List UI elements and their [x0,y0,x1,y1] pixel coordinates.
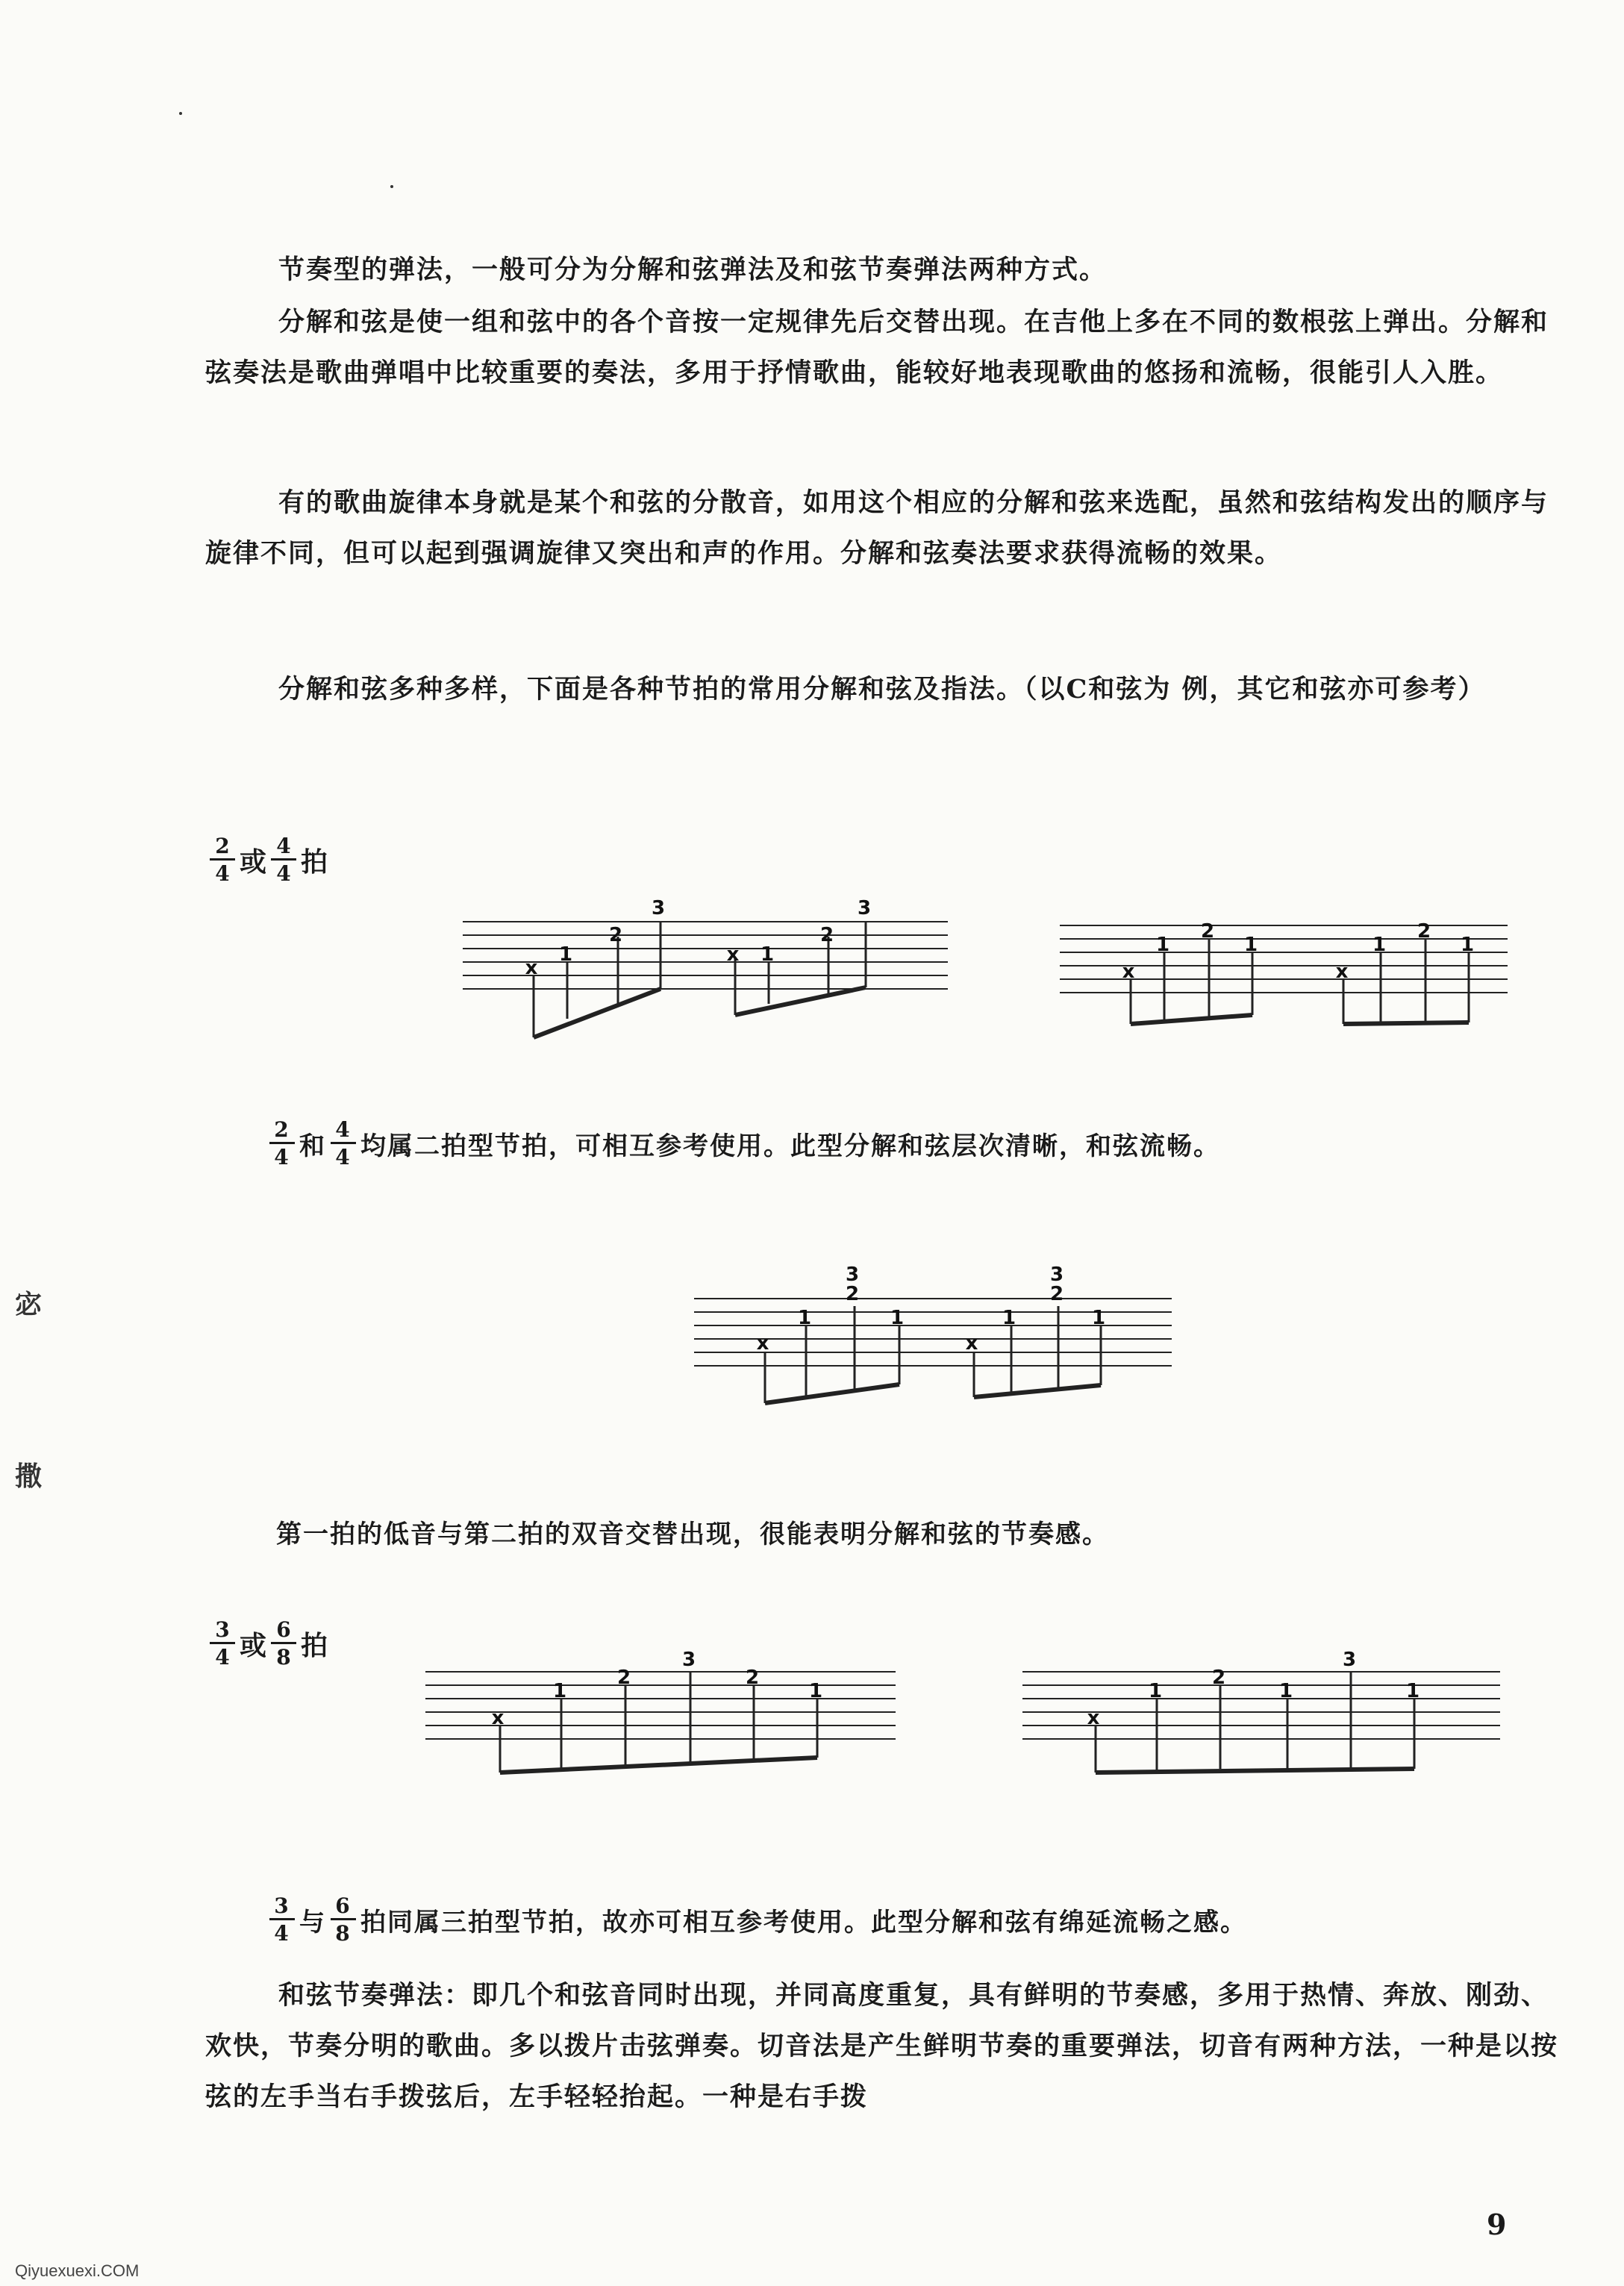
or-label: 或 [240,846,267,878]
note-x: x [726,943,740,966]
arpeggio-staff-bass-double [694,1254,1179,1425]
or-label: 或 [240,1630,267,1661]
note-2: 2 [1211,1667,1226,1689]
note-3: 3 [681,1649,696,1671]
note-x: x [525,957,538,979]
caption-text: 拍同属三拍型节拍，故亦可相互参考使用。此型分解和弦有绵延流畅之感。 [360,1908,1247,1937]
beat-label: 拍 [301,1630,328,1661]
caption-bass-double: 第一拍的低音与第二拍的双音交替出现，很能表明分解和弦的节奏感。 [276,1520,1109,1549]
note-2: 2 [845,1283,860,1305]
note-2: 2 [616,1667,631,1689]
note-1: 1 [1460,934,1475,956]
note-3: 3 [845,1264,860,1286]
note-1: 1 [1148,1680,1163,1702]
note-x: x [1122,961,1135,983]
paragraph-arpeggio-types: 分解和弦多种多样，下面是各种节拍的常用分解和弦及指法。（以C和弦为 例，其它和弦亦可参考） [278,674,1486,705]
paragraph-intro: 节奏型的弹法，一般可分为分解和弦弹法及和弦节奏弹法两种方式。 [278,254,1108,285]
note-2: 2 [1417,920,1431,943]
caption-two-beat [265,1119,1220,1168]
arpeggio-staff-3-4-a [425,1649,903,1776]
arpeggio-staff-3-4-b [1022,1649,1508,1776]
beat-label: 拍 [301,846,328,878]
note-2: 2 [819,924,834,946]
note-3: 3 [651,897,666,919]
note-x: x [1087,1707,1100,1729]
fraction-6-8: $\frac{6}{8}$ [331,1896,356,1944]
note-x: x [491,1707,505,1729]
note-x: x [756,1332,769,1355]
speck [390,185,393,188]
note-1: 1 [1002,1307,1016,1329]
note-1: 1 [760,943,775,966]
arpeggio-staff-2-4-a [463,892,955,1049]
time-signature-three-beat [205,1617,328,1670]
note-x: x [965,1332,978,1355]
note-1: 1 [1278,1680,1293,1702]
time-signature-two-beat [205,836,328,884]
side-mark: 宓 [15,1289,43,1320]
note-1: 1 [1091,1307,1106,1329]
note-1: 1 [1372,934,1387,956]
note-2: 2 [745,1667,760,1689]
watermark: Qiyuexuexi.COM [15,2261,140,2280]
fraction-6-8: $\frac{6}{8}$ [271,1620,296,1668]
and-label: 和 [299,1131,326,1161]
caption-three-beat [265,1893,1247,1946]
note-2: 2 [1200,920,1215,943]
fraction-2-4: $\frac{2}{4}$ [269,1119,295,1168]
fraction-3-4: $\frac{3}{4}$ [210,1620,235,1668]
note-x: x [1335,961,1349,983]
paragraph-chord-rhythm: 和弦节奏弹法：即几个和弦音同时出现，并同高度重复，具有鲜明的节奏感，多用于热情、奔放、刚劲、欢快，节奏分明的歌曲。多以拨片击弦弹奏。切音法是产生鲜明节奏的重要弹法，切音有两种方法，一种是以按弦的左手当右手拨弦后，左手轻轻抬起。一种是右手拨 [205,1980,1559,2112]
note-1: 1 [1243,934,1258,956]
note-2: 2 [1049,1283,1064,1305]
fraction-2-4: $\frac{2}{4}$ [210,836,235,884]
note-1: 1 [558,943,573,966]
fraction-3-4: $\frac{3}{4}$ [269,1896,295,1944]
caption-text: 均属二拍型节拍，可相互参考使用。此型分解和弦层次清晰，和弦流畅。 [360,1131,1220,1161]
paragraph-arpeggio-definition: 分解和弦是使一组和弦中的各个音按一定规律先后交替出现。在吉他上多在不同的数根弦上弹出。分解和弦奏法是歌曲弹唱中比较重要的奏法，多用于抒情歌曲，能较好地表现歌曲的悠扬和流畅，很能引人入胜。 [205,307,1549,388]
and-label: 与 [299,1908,326,1937]
note-1: 1 [797,1307,812,1329]
note-2: 2 [608,924,623,946]
paragraph-melody-arpeggio: 有的歌曲旋律本身就是某个和弦的分散音，如用这个相应的分解和弦来选配，虽然和弦结构发出的顺序与旋律不同，但可以起到强调旋律又突出和声的作用。分解和弦奏法要求获得流畅的效果。 [205,487,1549,569]
note-1: 1 [890,1307,905,1329]
note-3: 3 [1342,1649,1357,1671]
note-3: 3 [857,897,872,919]
fraction-4-4: $\frac{4}{4}$ [271,836,296,884]
note-1: 1 [1405,1680,1420,1702]
note-3: 3 [1049,1264,1064,1286]
note-1: 1 [552,1680,567,1702]
fraction-4-4: $\frac{4}{4}$ [331,1119,356,1168]
speck [179,112,182,115]
page-number: 9 [1487,2208,1507,2241]
note-1: 1 [1155,934,1170,956]
arpeggio-staff-2-4-b [1060,918,1515,1045]
note-1: 1 [808,1680,823,1702]
side-mark: 撒 [15,1461,43,1492]
